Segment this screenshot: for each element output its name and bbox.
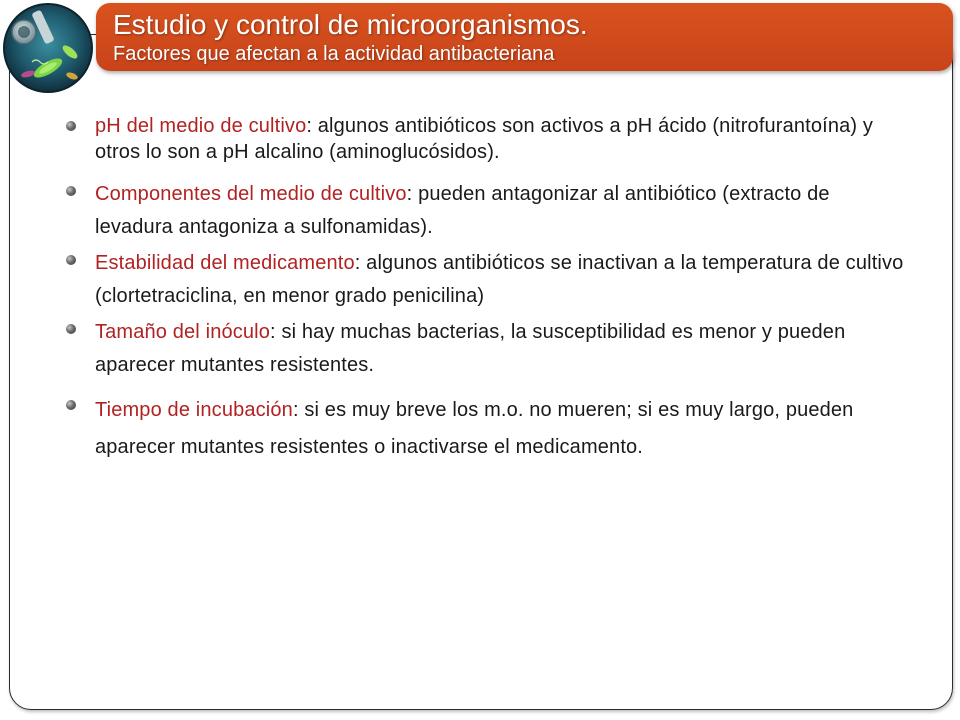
bullet-body: : algunos antibióticos se inactivan a la temperatura de cultivo (clortetraciclina, en menor grado penicilina) <box>95 252 904 307</box>
bullet-text <box>95 316 905 382</box>
page-subtitle: Factores que afectan a la actividad antibacteriana <box>113 43 555 65</box>
microscope-bacteria-logo-icon <box>2 2 94 94</box>
title-bar <box>96 3 953 71</box>
bullet-text <box>95 392 905 466</box>
sphere-bullet-icon <box>66 324 76 334</box>
bullet-text <box>95 113 905 165</box>
bullet-term: Tamaño del inóculo <box>95 321 271 343</box>
sphere-bullet-icon <box>66 121 76 131</box>
bullet-term: Componentes del medio de cultivo <box>95 183 407 205</box>
bullet-term: Estabilidad del medicamento <box>95 252 355 274</box>
bullet-term: Tiempo de incubación <box>95 399 293 421</box>
bullet-term: pH del medio de cultivo <box>95 115 307 137</box>
bullet-body: : si hay muchas bacterias, la susceptibilidad es menor y pueden aparecer mutantes resistentes. <box>95 321 846 376</box>
sphere-bullet-icon <box>66 400 76 410</box>
page-title: Estudio y control de microorganismos. <box>113 9 588 40</box>
bullet-body: : pueden antagonizar al antibiótico (extracto de levadura antagoniza a sulfonamidas). <box>95 183 830 238</box>
sphere-bullet-icon <box>66 186 76 196</box>
bullet-body: : algunos antibióticos son activos a pH ácido (nitrofurantoína) y otros lo son a pH alcalino (aminoglucósidos). <box>95 115 874 163</box>
bullet-text <box>95 247 905 313</box>
sphere-bullet-icon <box>66 255 76 265</box>
bullet-body: : si es muy breve los m.o. no mueren; si es muy largo, pueden aparecer mutantes resistentes o inactivarse el medicamento. <box>95 399 854 458</box>
bullet-text <box>95 178 905 244</box>
